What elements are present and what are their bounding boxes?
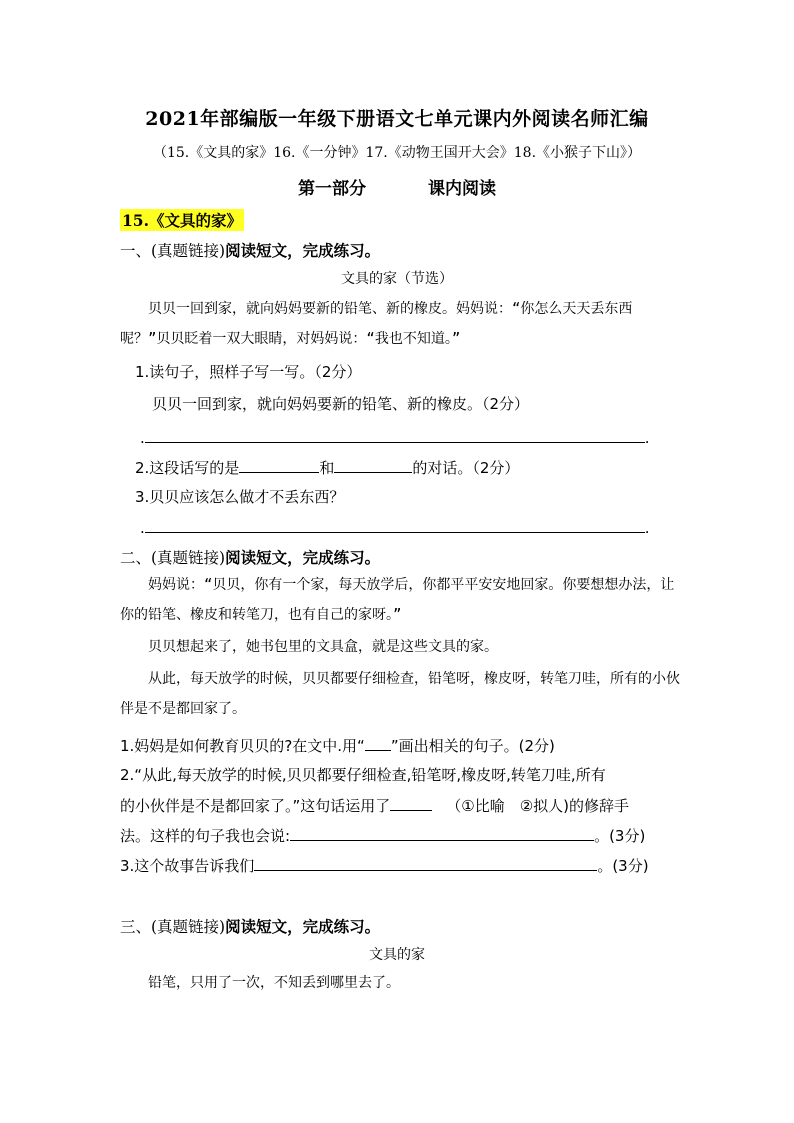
section-3-heading: [120, 915, 380, 937]
section-2-q2-line2: [120, 794, 629, 816]
section-2-q1-post: ”画出相关的句子。(2分): [390, 737, 555, 755]
section-2-q3-blank[interactable]: [254, 854, 597, 871]
section-2-q2-blank-1[interactable]: [390, 794, 432, 811]
section-2-q2-line2-post: （①比喻 ②拟人)的修辞手: [446, 797, 630, 815]
section-3-heading-text: 阅读短文，完成练习。: [225, 917, 381, 936]
section-2-q2-line3-post: 。(3分): [594, 827, 646, 845]
section-2-q2-blank-2[interactable]: [290, 824, 594, 841]
section-1-prefix: 一、(真题链接): [120, 242, 226, 260]
section-1-q2: [135, 456, 519, 478]
section-1-q2-pre: 2.这段话写的是: [135, 459, 240, 477]
section-1-q1: 1.读句子，照样子写一写。（2分）: [135, 363, 362, 381]
doc-subtitle: （15.《文具的家》16.《一分钟》17.《动物王国开大会》18.《小猴子下山》）: [152, 145, 642, 161]
part-name: 课内阅读: [428, 179, 496, 199]
part-label: 第一部分: [298, 179, 366, 199]
section-3-passage-title: 文具的家: [369, 947, 425, 963]
section-2-q1-pre: 1.妈妈是如何教育贝贝的?在文中.用“: [120, 737, 365, 755]
section-2-q1-underline-mark: [365, 734, 391, 751]
section-1-q2-post: 的对话。（2分）: [412, 459, 520, 477]
section-1-q3: 3.贝贝应该怎么做才不丢东西？: [135, 488, 345, 506]
section-1-q2-mid: 和: [319, 459, 335, 477]
section-2-q2-line3: [120, 824, 645, 846]
section-2-passage-p1: 妈妈说：“贝贝，你有一个家，每天放学后，你都平平安安地回家。你要想想办法，让你的铅笔、橡皮和转笔刀，也有自己的家呀。”: [120, 577, 675, 623]
section-1-q1-example: 贝贝一回到家，就向妈妈要新的铅笔、新的橡皮。（2分）: [152, 395, 530, 413]
section-1-heading-text: 阅读短文，完成练习。: [225, 241, 381, 260]
section-2-q3-pre: 3.这个故事告诉我们: [120, 857, 255, 875]
section-2-q3-post: 。(3分): [597, 857, 649, 875]
section-2-heading: [120, 546, 380, 568]
section-3-passage-p1: 铅笔，只用了一次，不知丢到哪里去了。: [148, 975, 400, 991]
section-2-q3: [120, 854, 649, 876]
section-2-q2-line3-pre: 法。这样的句子我也会说:: [120, 827, 291, 845]
section-1-passage-p1: 贝贝一回到家，就向妈妈要新的铅笔、新的橡皮。妈妈说：“你怎么天天丢东西呢？”贝贝眨着一双大眼睛，对妈妈说：“我也不知道。”: [120, 301, 633, 347]
section-1-q2-blank-2[interactable]: [334, 456, 412, 473]
section-2-q2-line2-pre: 的小伙伴是不是都回家了。”这句话运用了: [120, 797, 391, 815]
lesson-heading: 15.《文具的家》: [122, 211, 242, 230]
section-1-passage-title: 文具的家（节选）: [341, 271, 453, 287]
part-heading: [0, 174, 794, 199]
section-2-passage-p2: 贝贝想起来了，她书包里的文具盒，就是这些文具的家。: [148, 639, 498, 655]
section-2-heading-text: 阅读短文，完成练习。: [225, 548, 381, 567]
section-2-passage-p3: 从此，每天放学的时候，贝贝都要仔细检查，铅笔呀，橡皮呀，转笔刀哇，所有的小伙伴是不是都回家了。: [120, 671, 680, 717]
section-2-q1: [120, 734, 555, 756]
section-3-prefix: 三、(真题链接): [120, 918, 226, 936]
doc-title: 2021年部编版一年级下册语文七单元课内外阅读名师汇编: [145, 108, 649, 130]
section-2-prefix: 二、(真题链接): [120, 549, 226, 567]
section-1-q2-blank-1[interactable]: [239, 456, 319, 473]
section-1-q1-answer-line[interactable]: . .: [140, 426, 650, 447]
section-1-q3-answer-line[interactable]: . .: [140, 516, 650, 537]
section-2-q2-line1: 2.“从此,每天放学的时候,贝贝都要仔细检查,铅笔呀,橡皮呀,转笔刀哇,所有: [120, 766, 606, 784]
section-1-heading: [120, 239, 380, 261]
